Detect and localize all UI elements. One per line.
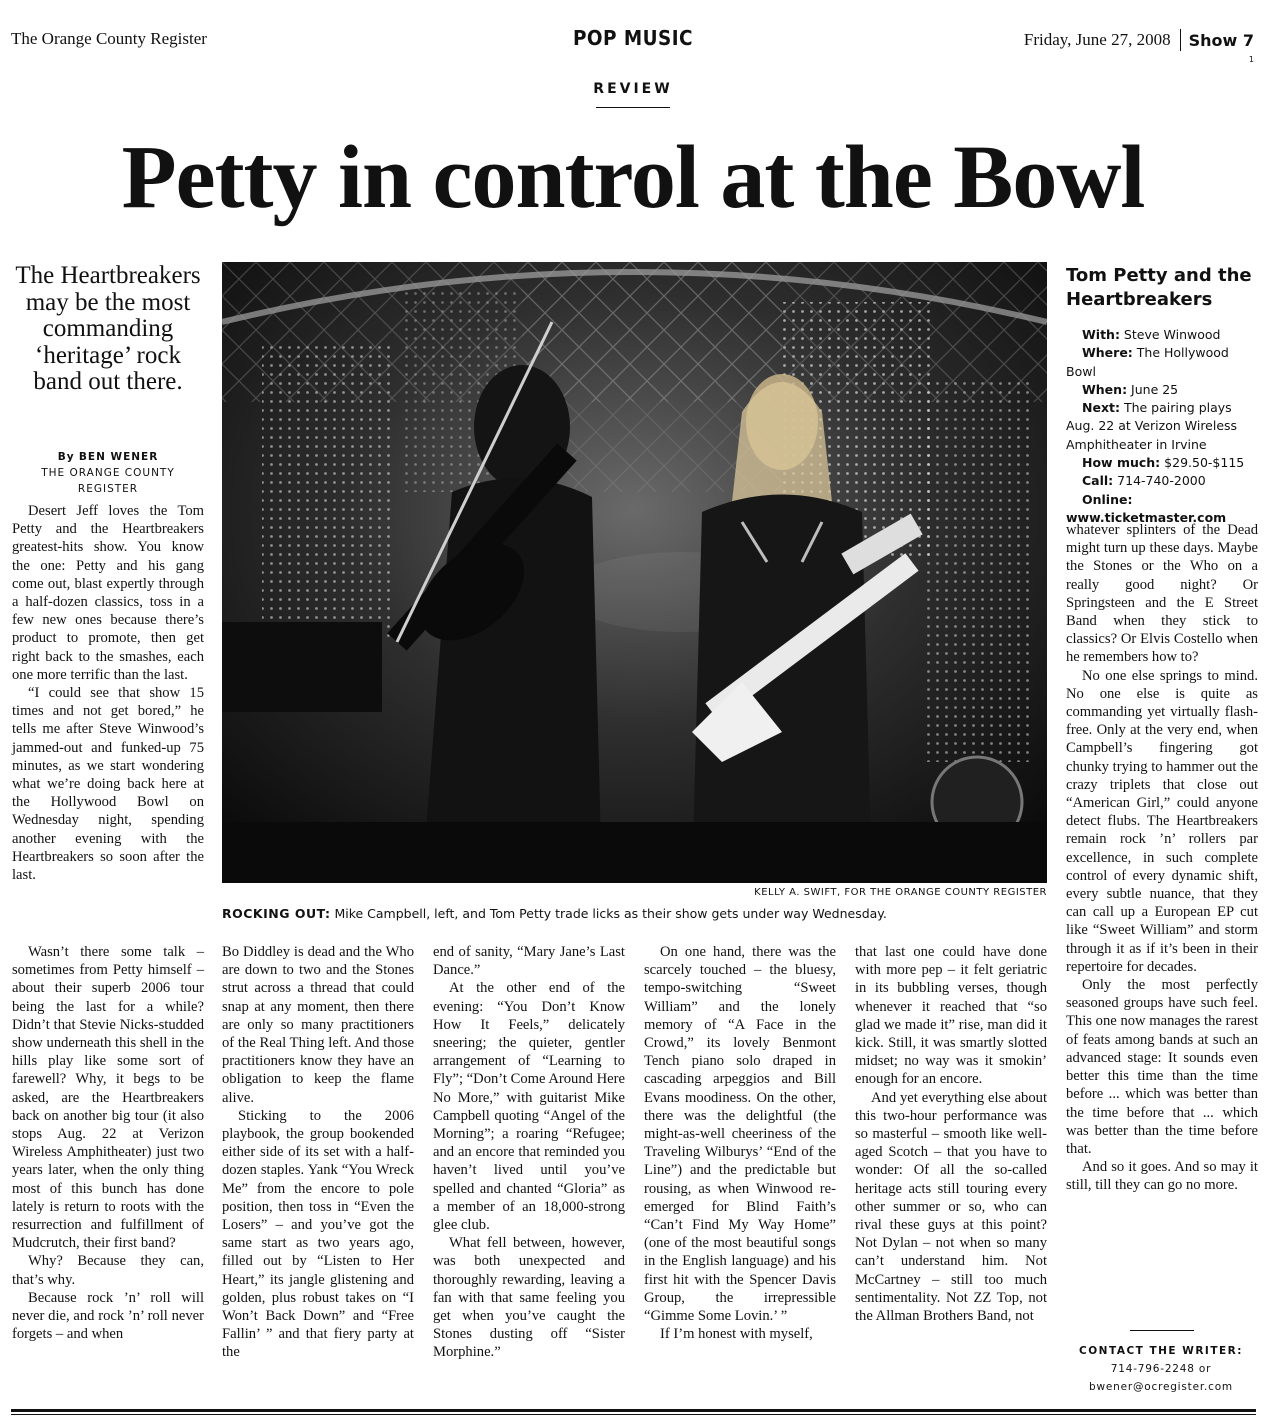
byline-name: BEN WENER (78, 451, 159, 463)
byline (12, 449, 204, 497)
publication-date: Friday, June 27, 2008 (1023, 30, 1171, 49)
contact-title: CONTACT THE WRITER: (1079, 1345, 1243, 1357)
article-paragraph: whatever splinters of the Dead might turn up these days. Maybe the Stones or the Who on a really good night? Or Springsteen and the E Street Band when they stick to classics? Or Elvis Costello when he remembers how to? (1066, 522, 1258, 666)
info-label: Call: (1082, 473, 1114, 489)
contact-rule (1130, 1330, 1194, 1331)
info-price (1066, 454, 1256, 472)
info-value: 714-740-2000 (1113, 473, 1206, 489)
article-paragraph: Because rock ’n’ roll will never die, and rock ’n’ roll never forgets – and when (12, 1289, 204, 1343)
article-paragraph: end of sanity, “Mary Jane’s Last Dance.” (433, 944, 625, 979)
article-column-5 (644, 943, 836, 1343)
info-online (1066, 491, 1256, 509)
article-paragraph: “I could see that show 15 times and not get bored,” he tells me after Steve Winwood’s jammed-out and funked-up 75 minutes, as we start wondering what we’re doing back here at the Hollywood Bowl on Wednesday night, spending another evening with the Heartbreakers so soon after the last. (12, 685, 204, 884)
infobox (1066, 326, 1256, 527)
article-paragraph: And yet everything else about this two-hour performance was so masterful – smooth like well-aged Scotch – that you have to wonder: Of all the so-called heritage acts still touring every other summer or so, who can rival these guys at this point? Not Dylan – not when so many can’t understand him. Not McCartney – still too much sentimentality. Not ZZ Top, not the Allman Brothers Band, not (855, 1089, 1047, 1325)
infobox-title: Tom Petty and the Heartbreakers (1066, 265, 1252, 310)
photo-caption (222, 906, 1047, 921)
article-paragraph: Desert Jeff loves the Tom Petty and the Heartbreakers greatest-hits show. You know the one: Petty and his gang come out, blast expertly through a half-dozen classics, toss in a few new ones because there’s product to promote, then get right back to the smashes, each one more terrific than the last. (12, 503, 204, 683)
byline-by: By (57, 451, 75, 463)
article-paragraph: Only the most perfectly seasoned groups have such feel. This one now manages the rarest of feats among bands at such an advanced stage: It sounds even better this time than the time before ... which was better than the time before that ... which was better than the time before that. (1066, 977, 1258, 1157)
article-paragraph: Sticking to the 2006 playbook, the group bookended either side of its set with a half-dozen staples. Yank “You Wreck Me” from the encore to pole position, then toss in “Even the Losers” – and you’ve got the same start as two years ago, filled out by “Listen to Her Heart,” its jangle glistening and golden, plus robust takes on “I Won’t Back Down” and “Free Fallin’ ” and that fiery party at the (222, 1107, 414, 1361)
info-label: Next: (1082, 400, 1120, 416)
article-column-6 (855, 943, 1047, 1325)
article-paragraph: At the other end of the evening: “You Don’t Know How It Feels,” delicately sneering; the quieter, gentler arrangement of “Learning to Fly”; “Don’t Come Around Here No More,” with guitarist Mike Campbell quoting “Angel of the Morning”; a roaring “Refugee; and an encore that reminded you haven’t lived until you’ve spelled and chanted “Gloria” as a member of an 18,000-strong glee club. (433, 980, 625, 1234)
info-value: June 25 (1127, 381, 1179, 397)
contact-phone: 714-796-2248 or (1110, 1363, 1212, 1375)
article-paragraph: Wasn’t there some talk – sometimes from Petty himself – about their superb 2006 tour being the last for a while? Didn’t that Stevie Nicks-studded show underneath this shell in the hills play like some sort of farewell? Why, it begs to be asked, are the Heartbreakers back on another big tour (it also stops Aug. 22 at Verizon Wireless Amphitheater) just two years later, when the only thing most of this bunch has done lately is return to roots with the resurrection and fulfillment of Mudcrutch, their first band? (12, 944, 204, 1252)
bottom-rule-thin (11, 1414, 1256, 1415)
caption-text: Mike Campbell, left, and Tom Petty trade licks as their show gets under way Wednesday. (330, 906, 887, 921)
info-value: Steve Winwood (1119, 327, 1221, 342)
photo-credit: KELLY A. SWIFT, FOR THE ORANGE COUNTY REGISTER (754, 887, 1047, 898)
folio-mark: 1 (1248, 55, 1254, 64)
article-column-7 (1066, 521, 1258, 1195)
article-paragraph: On one hand, there was the scarcely touched – the bluesy, tempo-switching “Sweet William” and the lonely memory of “A Face in the Crowd,” its lovely Benmont Tench piano solo draped in cascading arpeggios and Bill Evans moodiness. On the other, there was the delightful (the might-as-well cheeriness of the Traveling Wilburys’ “End of the Line”) and the predictable but rousing, as when Winwood re-emerged for Blind Faith’s “Can’t Find My Way Home” (one of the most beautiful songs in the English language) and his first hit with the Spencer Davis Group, the irrepressible “Gimme Some Lovin.’ ” (644, 944, 836, 1325)
kicker-rule (596, 107, 670, 108)
info-label: With: (1082, 327, 1120, 342)
article-column-1 (12, 502, 204, 884)
article-column-3 (222, 943, 414, 1362)
deck: The Heartbreakers may be the most commanding ‘heritage’ rock band out there. (15, 262, 201, 395)
byline-org: THE ORANGE COUNTY REGISTER (41, 467, 175, 495)
article-paragraph: No one else springs to mind. No one else is quite as commanding yet virtually flash-free. Only at the very end, when Campbell’s fingering got chunky trying to hammer out the crazy triplets that close out “American Girl,” could anyone detect flubs. The Heartbreakers remain rock ’n’ rollers par excellence, in such complete control of every dynamic shift, every subtle nuance, that they can call up a European EP cut like “Sweet William” and storm through it as if it’s been in their repertoire for decades. (1066, 667, 1258, 975)
info-with (1066, 326, 1256, 344)
article-paragraph: that last one could have done with more pep – it felt geriatric in its bubbling verses, though whenever it reached that “so glad we made it” rise, man did it kick. Still, it was smartly slotted midset; no way was it smokin’ enough for an encore. (855, 944, 1047, 1088)
page-number: Show 7 (1188, 30, 1254, 50)
article-column-2 (12, 943, 204, 1343)
headline: Petty in control at the Bowl (121, 128, 1145, 227)
info-label: Online: (1082, 491, 1133, 507)
kicker: REVIEW (593, 81, 673, 97)
article-paragraph: If I’m honest with myself, (660, 1326, 813, 1343)
contact-writer (1066, 1342, 1256, 1396)
contact-email[interactable]: bwener@ocregister.com (1089, 1381, 1233, 1393)
masthead-divider (1180, 29, 1181, 51)
caption-lead: ROCKING OUT: (222, 906, 331, 921)
info-label: When: (1082, 381, 1128, 397)
article-paragraph: What fell between, however, was both unexpected and thoroughly rewarding, leaving a fan with that same feeling you get when you’ve caught the Stones dusting off “Sister Morphine.” (433, 1235, 625, 1361)
info-call (1066, 472, 1256, 490)
article-paragraph: Bo Diddley is dead and the Who are down to two and the Stones strut across a thread that could snap at any moment, then there are only so many practitioners of the Real Thing left. And those practitioners know they have an obligation to keep the flame alive. (222, 944, 414, 1106)
info-value: $29.50-$115 (1160, 455, 1245, 471)
concert-photo-illustration (222, 262, 1047, 883)
masthead-right (1024, 29, 1254, 51)
article-paragraph: And so it goes. And so may it still, till they can go no more. (1066, 1159, 1258, 1194)
info-label: Where: (1082, 345, 1133, 361)
section-title: POP MUSIC (572, 26, 694, 50)
info-next (1066, 399, 1256, 454)
article-column-4 (433, 943, 625, 1362)
info-where (1066, 344, 1256, 381)
article-paragraph: Why? Because they can, that’s why. (12, 1253, 204, 1288)
info-label: How much: (1082, 455, 1161, 471)
concert-photo (222, 262, 1047, 883)
info-website-link[interactable]: www.ticketmaster.com (1066, 509, 1227, 525)
info-value: The Hollywood Bowl (1066, 345, 1229, 379)
newspaper-name: The Orange County Register (11, 29, 207, 48)
bottom-rule (11, 1409, 1256, 1412)
info-value: The pairing plays Aug. 22 at Verizon Wireless Amphitheater in Irvine (1066, 400, 1238, 452)
info-when (1066, 381, 1256, 399)
